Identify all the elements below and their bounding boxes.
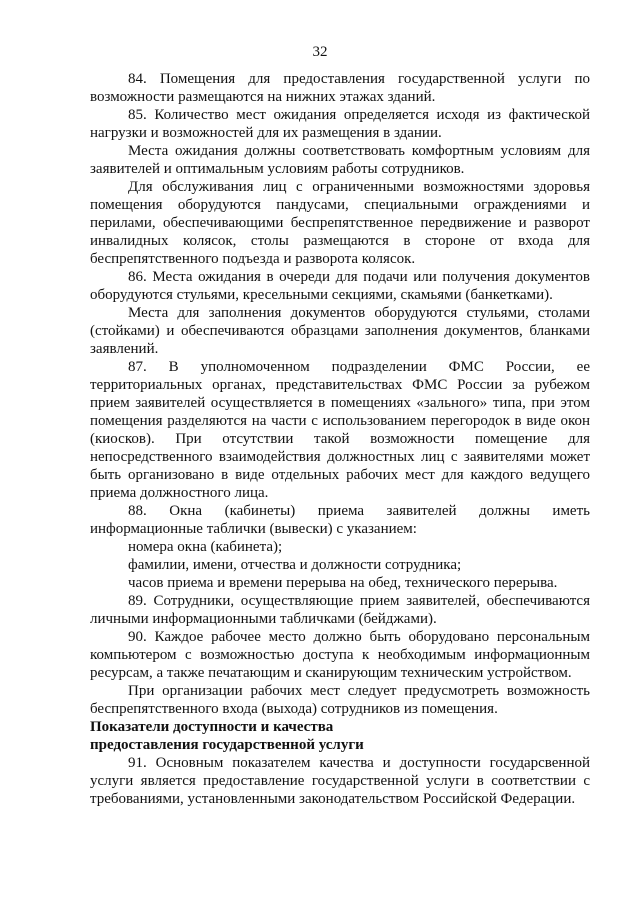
paragraph-89: 89. Сотрудники, осуществляющие прием заявителей, обеспечиваются личными информационными табличками (бейджами). (90, 593, 590, 627)
paragraph-88: 88. Окна (кабинеты) приема заявителей должны иметь информационные таблички (вывески) с указанием: (90, 503, 590, 537)
paragraph-86: 86. Места ожидания в очереди для подачи или получения документов оборудуются стульями, кресельными секциями, скамьями (банкетками). (90, 269, 590, 303)
list-item-window-number: номера окна (кабинета); (128, 539, 283, 555)
paragraph-90: 90. Каждое рабочее место должно быть оборудовано персональным компьютером с возможностью доступа к необходимым информационным ресурсам, а также печатающим и сканирующим техническим устройством. (90, 629, 590, 681)
section-heading (90, 718, 590, 754)
paragraph-workplaces: При организации рабочих мест следует предусмотреть возможность беспрепятственного входа (выхода) сотрудников из помещения. (90, 683, 590, 717)
paragraph-87: 87. В уполномоченном подразделении ФМС России, ее территориальных органах, представительствах ФМС России за рубежом прием заявителей осуществляется в помещениях «зального» типа, при этом помещения разделяются на части с использованием перегородок в виде окон (киосков). При отсутствии такой возможности помещение для непосредственного взаимодействия должностных лиц с заявителями может быть организовано в виде отдельных рабочих мест для каждого ведущего приема должностного лица. (90, 359, 590, 501)
paragraph-91: 91. Основным показателем качества и доступности государсвенной услуги является предоставление государственной услуги в соответствии с требованиями, установленными законодательством Российской Федерации. (90, 755, 590, 807)
paragraph-84: 84. Помещения для предоставления государственной услуги по возможности размещаются на нижних этажах зданий. (90, 71, 590, 105)
list-item-employee-name: фамилии, имени, отчества и должности сотрудника; (128, 557, 462, 573)
paragraph-85: 85. Количество мест ожидания определяется исходя из фактической нагрузки и возможностей для их размещения в здании. (90, 107, 590, 141)
list-item-reception-hours: часов приема и времени перерыва на обед, технического перерыва. (128, 575, 558, 591)
section-heading-line-2: предоставления государственной услуги (90, 737, 364, 753)
paragraph-waiting-places: Места ожидания должны соответствовать комфортным условиям для заявителей и оптимальным условиям работы сотрудников. (90, 143, 590, 177)
paragraph-accessibility: Для обслуживания лиц с ограниченными возможностями здоровья помещения оборудуются пандусами, специальными ограждениями и перилами, обеспечивающими беспрепятственное передвижение и разворот инвалидных колясок, столы размещаются в стороне от входа для беспрепятственного подъезда и разворота колясок. (90, 179, 590, 267)
document-body (90, 70, 590, 808)
page-number: 32 (312, 44, 328, 60)
section-heading-line-1: Показатели доступности и качества (90, 719, 334, 735)
paragraph-filling-places: Места для заполнения документов оборудуются стульями, столами (стойками) и обеспечиваются образцами заполнения документов, бланками заявлений. (90, 305, 590, 357)
